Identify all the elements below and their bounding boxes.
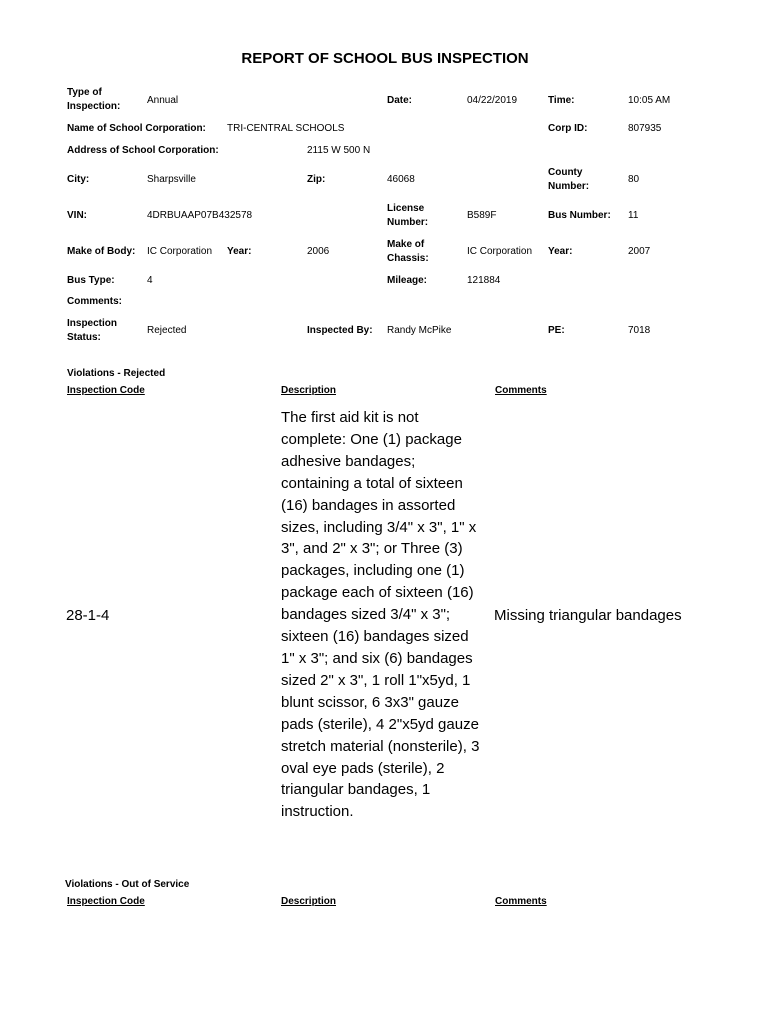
violation-comment: Missing triangular bandages [494,607,682,624]
rejected-col-inspection-code: Inspection Code [67,385,145,396]
violation-code: 28-1-4 [66,607,110,624]
make-of-body-label: Make of Body: [67,246,136,257]
county-number-value: 80 [628,174,640,185]
mileage-value: 121884 [467,275,501,286]
county-number-label: County Number: [548,167,590,192]
description-line: oval eye pads (sterile), 2 [281,759,445,777]
license-number-value: B589F [467,210,497,221]
description-line: triangular bandages, 1 [281,781,431,799]
description-line: 1" x 3"; and six (6) bandages [281,649,473,667]
description-line: complete: One (1) package [281,430,462,448]
description-line: 3", and 2" x 3"; or Three (3) [281,540,463,558]
comments-label: Comments: [67,296,123,307]
vin-label: VIN: [67,210,87,221]
bus-number-label: Bus Number: [548,210,611,221]
license-number-label: License Number: [387,203,429,228]
description-line: instruction. [281,803,354,821]
description-line: (16) bandages in assorted [281,496,456,514]
chassis-year-label: Year: [548,246,573,257]
vin-value: 4DRBUAAP07B432578 [147,210,253,221]
description-line: stretch material (nonsterile), 3 [281,737,480,755]
description-line: sizes, including 3/4" x 3", 1" x [281,518,477,536]
description-line: sixteen (16) bandages sized [281,628,469,646]
address-value: 2115 W 500 N [307,145,371,156]
corp-id-value: 807935 [628,123,662,134]
violations-rejected-heading: Violations - Rejected [67,368,166,379]
body-year-value: 2006 [307,246,330,257]
pe-value: 7018 [628,325,651,336]
school-corporation-value: TRI-CENTRAL SCHOOLS [227,123,345,134]
pe-label: PE: [548,325,565,336]
chassis-year-value: 2007 [628,246,651,257]
make-of-body-value: IC Corporation [147,246,213,257]
school-corporation-label: Name of School Corporation: [67,123,206,134]
description-line: blunt scissor, 6 3x3" gauze [281,693,459,711]
corp-id-label: Corp ID: [548,123,588,134]
zip-value: 46068 [387,174,415,185]
inspection-status-value: Rejected [147,325,187,336]
oos-col-comments: Comments [495,896,547,907]
type-of-inspection-value: Annual [147,95,179,106]
description-line: bandages sized 3/4" x 3"; [281,606,451,624]
body-year-label: Year: [227,246,252,257]
inspected-by-label: Inspected By: [307,325,373,336]
make-of-chassis-value: IC Corporation [467,246,533,257]
inspected-by-value: Randy McPike [387,325,452,336]
make-of-chassis-label: Make of Chassis: [387,239,429,264]
rejected-col-comments: Comments [495,385,547,396]
date-label: Date: [387,95,413,106]
violation-description [281,407,496,823]
mileage-label: Mileage: [387,275,428,286]
time-value: 10:05 AM [628,95,671,106]
description-line: sized 2" x 3", 1 roll 1"x5yd, 1 [281,671,471,689]
description-line: packages, including one (1) [281,562,465,580]
violations-out-of-service-heading: Violations - Out of Service [65,879,190,890]
oos-col-inspection-code: Inspection Code [67,896,145,907]
description-line: pads (sterile), 4 2"x5yd gauze [281,715,479,733]
city-value: Sharpsville [147,174,196,185]
date-value: 04/22/2019 [467,95,518,106]
address-label: Address of School Corporation: [67,145,219,156]
bus-number-value: 11 [628,210,639,221]
description-line: adhesive bandages; [281,452,416,470]
oos-col-description: Description [281,896,337,907]
city-label: City: [67,174,90,185]
time-label: Time: [548,95,575,106]
page-title: REPORT OF SCHOOL BUS INSPECTION [241,50,529,67]
zip-label: Zip: [307,174,326,185]
description-line: package each of sixteen (16) [281,584,474,602]
description-line: The first aid kit is not [281,409,419,426]
description-line: containing a total of sixteen [281,474,463,492]
bus-type-value: 4 [147,275,153,286]
bus-type-label: Bus Type: [67,275,115,286]
inspection-status-label: Inspection Status: [67,318,118,343]
type-of-inspection-label: Type of Inspection: [67,87,121,112]
rejected-col-description: Description [281,385,337,396]
